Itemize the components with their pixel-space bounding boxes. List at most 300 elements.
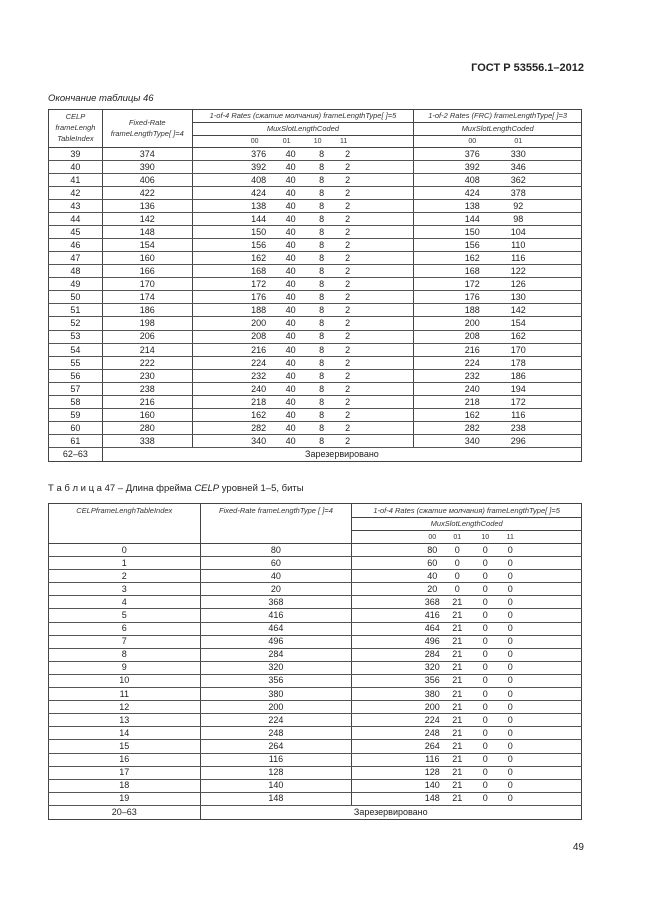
t47-index-cell: 2 [49, 570, 201, 583]
t46-1of2-cell [414, 422, 582, 435]
t46-1of2-value: 150 [464, 226, 480, 237]
t47-1of4-value: 0 [454, 570, 460, 581]
t47-1of4-cell [352, 753, 582, 766]
t46-index-cell: 54 [49, 344, 103, 357]
t46-reserved-text: Зарезервировано [102, 448, 581, 462]
t47-col-fixed-header: Fixed-Rate frameLengthType [ ]=4 [200, 504, 352, 544]
t46-1of2-value: 126 [510, 278, 526, 289]
t47-1of4-value: 21 [452, 701, 463, 712]
t46-1of4-value: 2 [345, 226, 351, 237]
t47-index-cell: 16 [49, 753, 201, 766]
t46-index-cell: 43 [49, 200, 103, 213]
t47-1of4-value: 0 [482, 780, 488, 791]
t47-index-cell: 8 [49, 648, 201, 661]
t46-1of4-value: 40 [285, 161, 296, 172]
t47-1of4-cell [352, 544, 582, 557]
t47-1of4-value: 40 [427, 570, 438, 581]
t46-1of4-sub: MuxSlotLengthCoded [192, 123, 414, 136]
t47-1of4-value: 0 [482, 623, 488, 634]
t47-fixed-cell: 60 [200, 557, 352, 570]
t47-fixed-cell: 320 [200, 661, 352, 674]
t47-fixed-cell: 496 [200, 635, 352, 648]
t47-1of4-value: 0 [482, 610, 488, 621]
t47-1of4-value: 0 [507, 767, 513, 778]
t47-1of4-value: 80 [427, 544, 438, 555]
t46-1of4-value: 40 [285, 422, 296, 433]
t46-1of4-value: 8 [319, 226, 325, 237]
t46-1of4-cell [192, 291, 414, 304]
t46-1of4-cell [192, 383, 414, 396]
t46-index-cell: 46 [49, 239, 103, 252]
t46-1of2-cell [414, 357, 582, 370]
t46-1of4-value: 40 [285, 409, 296, 420]
t46-1of4-value: 40 [285, 187, 296, 198]
t47-1of4-value: 0 [507, 688, 513, 699]
t46-col-1of2-header: 1-of-2 Rates (FRC) frameLengthType[ ]=3 [414, 110, 582, 123]
t46-1of4-value: 200 [251, 317, 267, 328]
t47-col-1of4-header: 1-of-4 Rates (сжатие молчания) frameLengthType[ ]=5 [352, 504, 582, 518]
t46-1of2-cell [414, 174, 582, 187]
t47-1of4-value: 0 [507, 583, 513, 594]
t46-index-cell: 61 [49, 435, 103, 448]
t46-1of4-value: 156 [251, 239, 267, 250]
t46-1of4-value: 8 [319, 344, 325, 355]
table-row [49, 661, 582, 674]
t47-1of4-value: 496 [424, 636, 440, 647]
t47-1of4-cell [352, 661, 582, 674]
t46-1of4-cell [192, 252, 414, 265]
t46-fixed-cell: 166 [102, 265, 192, 278]
t46-1of4-value: 2 [345, 317, 351, 328]
t46-1of4-value: 40 [285, 317, 296, 328]
t46-1of2-value: 238 [510, 422, 526, 433]
t46-1of2-value: 340 [464, 435, 480, 446]
t46-index-cell: 51 [49, 304, 103, 317]
t47-1of4-value: 21 [452, 688, 463, 699]
t46-1of2-value: 172 [464, 278, 480, 289]
t46-1of2-value: 188 [464, 304, 480, 315]
t46-index-cell: 53 [49, 330, 103, 344]
t47-1of4-value: 0 [507, 557, 513, 568]
t47-fixed-cell: 368 [200, 596, 352, 609]
t47-fixed-cell: 20 [200, 583, 352, 596]
t46-fixed-cell: 136 [102, 200, 192, 213]
t46-1of2-value: 362 [510, 174, 526, 185]
t46-1of4-value: 2 [345, 344, 351, 355]
t47-1of4-value: 0 [507, 662, 513, 673]
t47-1of4-cell [352, 688, 582, 701]
t47-1of4-value: 0 [507, 754, 513, 765]
table-47 [48, 503, 582, 820]
t46-1of2-value: 200 [464, 317, 480, 328]
t47-1of4-value: 21 [452, 780, 463, 791]
t46-index-cell: 49 [49, 278, 103, 291]
t46-1of4-cell [192, 187, 414, 200]
t46-1of4-value: 2 [345, 291, 351, 302]
t47-1of4-value: 0 [482, 688, 488, 699]
t47-1of4-cell [352, 596, 582, 609]
t46-1of4-value: 40 [285, 331, 296, 342]
t46-fixed-cell: 160 [102, 409, 192, 422]
t46-1of4-cell [192, 357, 414, 370]
t46-1of4-cell [192, 239, 414, 252]
t47-1of4-value: 116 [425, 754, 440, 765]
t46-1of4-cell [192, 148, 414, 161]
t47-fixed-cell: 416 [200, 609, 352, 622]
t47-index-cell: 5 [49, 609, 201, 622]
t46-1of4-value: 8 [319, 213, 325, 224]
t46-1of4-value: 8 [319, 187, 325, 198]
t46-index-cell: 57 [49, 383, 103, 396]
t47-1of4-value: 284 [424, 649, 440, 660]
t46-1of4-value: 40 [285, 252, 296, 263]
t46-1of4-value: 150 [251, 226, 267, 237]
table47-caption: Т а б л и ц а 47 – Длина фрейма CELP уровней 1–5, биты [48, 483, 304, 494]
t46-1of4-value: 408 [251, 174, 267, 185]
table-row [49, 648, 582, 661]
t46-1of4-cell [192, 174, 414, 187]
t47-1of4-value: 21 [452, 793, 463, 804]
t46-1of4-cell [192, 304, 414, 317]
t47-1of4-value: 0 [454, 544, 460, 555]
t46-1of4-value: 176 [251, 291, 267, 302]
t46-fixed-cell: 406 [102, 174, 192, 187]
reserved-row [49, 448, 582, 462]
t46-1of2-cell [414, 383, 582, 396]
t46-index-cell: 44 [49, 213, 103, 226]
t46-1of2-value: 186 [510, 370, 526, 381]
t47-1of4-codes: 00 01 10 11 [352, 531, 582, 544]
t47-1of4-value: 464 [424, 623, 440, 634]
table-row [49, 344, 582, 357]
t47-index-cell: 14 [49, 727, 201, 740]
t47-reserved-index: 20–63 [49, 805, 201, 819]
t46-1of2-value: 194 [510, 383, 526, 394]
t47-1of4-value: 60 [427, 557, 438, 568]
t46-1of2-codes: 00 01 [414, 136, 582, 148]
t47-index-cell: 9 [49, 661, 201, 674]
t46-index-cell: 55 [49, 357, 103, 370]
table-row [49, 174, 582, 187]
t46-1of4-value: 8 [319, 200, 325, 211]
t46-1of2-value: 144 [464, 213, 480, 224]
t46-1of4-value: 188 [251, 304, 267, 315]
t46-1of4-cell [192, 435, 414, 448]
table-row [49, 213, 582, 226]
t47-fixed-cell: 464 [200, 622, 352, 635]
t47-1of4-value: 264 [424, 740, 440, 751]
t46-index-cell: 59 [49, 409, 103, 422]
t46-1of2-value: 296 [510, 435, 526, 446]
t46-1of4-cell [192, 422, 414, 435]
table-row [49, 753, 582, 766]
t46-fixed-cell: 198 [102, 317, 192, 331]
t46-reserved-index: 62–63 [49, 448, 103, 462]
t46-1of4-value: 2 [345, 239, 351, 250]
t47-1of4-value: 20 [427, 583, 438, 594]
t46-fixed-cell: 206 [102, 330, 192, 344]
t46-1of4-value: 8 [319, 317, 325, 328]
t47-1of4-value: 416 [424, 610, 440, 621]
t47-fixed-cell: 200 [200, 701, 352, 714]
t46-1of4-value: 2 [345, 252, 351, 263]
t46-fixed-cell: 216 [102, 396, 192, 409]
t46-1of4-value: 2 [345, 409, 351, 420]
t46-1of4-value: 8 [319, 161, 325, 172]
t47-index-cell: 6 [49, 622, 201, 635]
t47-1of4-sub: MuxSlotLengthCoded [352, 518, 582, 531]
t46-index-cell: 40 [49, 161, 103, 174]
t47-1of4-value: 21 [452, 623, 463, 634]
t46-1of2-value: 142 [510, 304, 526, 315]
t47-1of4-value: 21 [452, 649, 463, 660]
t46-1of2-value: 282 [464, 422, 480, 433]
table-row [49, 792, 582, 805]
t47-1of4-value: 21 [452, 740, 463, 751]
t46-1of4-value: 40 [285, 291, 296, 302]
t46-1of4-value: 2 [345, 422, 351, 433]
t47-1of4-value: 21 [452, 767, 463, 778]
t46-fixed-cell: 154 [102, 239, 192, 252]
t46-1of2-cell [414, 200, 582, 213]
t47-1of4-value: 380 [424, 688, 440, 699]
t46-1of2-cell [414, 409, 582, 422]
t46-1of4-value: 392 [251, 161, 267, 172]
t46-col-index-header: CELP frameLengh TableIndex [49, 110, 103, 148]
t46-index-cell: 45 [49, 226, 103, 239]
t47-1of4-value: 21 [452, 596, 463, 607]
t46-1of2-value: 208 [464, 331, 480, 342]
t46-1of2-value: 408 [464, 174, 480, 185]
table-row [49, 609, 582, 622]
t47-fixed-cell: 148 [200, 792, 352, 805]
t46-1of4-value: 2 [345, 370, 351, 381]
t46-1of2-cell [414, 265, 582, 278]
t47-1of4-cell [352, 674, 582, 687]
t46-1of4-cell [192, 200, 414, 213]
t46-fixed-cell: 374 [102, 148, 192, 161]
table-46 [48, 109, 582, 462]
t46-1of4-value: 8 [319, 331, 325, 342]
t47-index-cell: 7 [49, 635, 201, 648]
table-row [49, 396, 582, 409]
table-row [49, 688, 582, 701]
t46-index-cell: 47 [49, 252, 103, 265]
t47-1of4-cell [352, 779, 582, 792]
t47-1of4-value: 0 [482, 727, 488, 738]
t47-1of4-cell [352, 583, 582, 596]
t46-1of4-value: 2 [345, 265, 351, 276]
t46-1of2-cell [414, 187, 582, 200]
t47-1of4-value: 0 [507, 570, 513, 581]
t46-1of4-value: 2 [345, 396, 351, 407]
t47-1of4-value: 21 [452, 662, 463, 673]
t46-index-cell: 58 [49, 396, 103, 409]
t46-index-cell: 52 [49, 317, 103, 331]
t47-1of4-cell [352, 648, 582, 661]
t47-index-cell: 3 [49, 583, 201, 596]
t47-1of4-value: 0 [507, 780, 513, 791]
table-row [49, 727, 582, 740]
table-row [49, 370, 582, 383]
t47-1of4-value: 0 [507, 675, 513, 686]
t46-fixed-cell: 148 [102, 226, 192, 239]
t46-1of4-value: 8 [319, 383, 325, 394]
t47-1of4-value: 0 [482, 636, 488, 647]
t47-1of4-value: 21 [452, 714, 463, 725]
t46-1of4-value: 40 [285, 344, 296, 355]
t47-1of4-value: 0 [454, 557, 460, 568]
t46-1of4-value: 8 [319, 239, 325, 250]
t47-fixed-cell: 40 [200, 570, 352, 583]
table-row [49, 557, 582, 570]
t46-1of2-value: 104 [510, 226, 526, 237]
t46-1of2-value: 138 [464, 200, 480, 211]
t46-1of2-value: 162 [464, 252, 480, 263]
t46-1of2-value: 98 [513, 213, 524, 224]
t46-fixed-cell: 390 [102, 161, 192, 174]
t47-1of4-value: 21 [452, 675, 463, 686]
t46-1of2-cell [414, 370, 582, 383]
t46-fixed-cell: 142 [102, 213, 192, 226]
t47-fixed-cell: 356 [200, 674, 352, 687]
t46-1of2-sub: MuxSlotLengthCoded [414, 123, 582, 136]
t46-fixed-cell: 238 [102, 383, 192, 396]
t46-1of4-value: 40 [285, 278, 296, 289]
t47-1of4-value: 0 [507, 636, 513, 647]
t46-1of4-codes: 00 01 10 11 [192, 136, 414, 148]
t46-1of2-value: 224 [464, 357, 480, 368]
t46-fixed-cell: 230 [102, 370, 192, 383]
t46-1of4-value: 40 [285, 383, 296, 394]
t47-1of4-value: 21 [452, 610, 463, 621]
t47-1of4-cell [352, 727, 582, 740]
t46-1of2-value: 216 [464, 344, 480, 355]
t46-1of4-value: 424 [251, 187, 267, 198]
t46-1of4-value: 2 [345, 383, 351, 394]
t46-1of2-value: 154 [510, 317, 526, 328]
t46-1of4-cell [192, 409, 414, 422]
t47-1of4-value: 0 [482, 649, 488, 660]
t46-1of2-value: 176 [464, 291, 480, 302]
t46-1of2-value: 392 [464, 161, 480, 172]
t47-1of4-value: 0 [454, 583, 460, 594]
t46-1of4-cell [192, 161, 414, 174]
table-row [49, 304, 582, 317]
t46-1of2-value: 172 [510, 396, 526, 407]
t46-1of4-value: 8 [319, 409, 325, 420]
t46-fixed-cell: 214 [102, 344, 192, 357]
t46-1of4-cell [192, 317, 414, 331]
t47-index-cell: 13 [49, 714, 201, 727]
t46-fixed-cell: 186 [102, 304, 192, 317]
t46-1of4-value: 208 [251, 331, 267, 342]
t46-col-fixed-header: Fixed-Rate frameLengthType[ ]=4 [102, 110, 192, 148]
t46-1of4-value: 144 [251, 213, 267, 224]
t47-1of4-value: 0 [507, 714, 513, 725]
t46-1of4-cell [192, 213, 414, 226]
t47-1of4-value: 0 [507, 596, 513, 607]
t46-1of4-cell [192, 330, 414, 344]
t46-1of4-value: 8 [319, 278, 325, 289]
t47-1of4-value: 0 [482, 701, 488, 712]
t46-1of2-value: 240 [464, 383, 480, 394]
t46-1of4-value: 40 [285, 200, 296, 211]
t46-1of2-value: 376 [464, 148, 480, 159]
t46-1of4-value: 340 [251, 435, 267, 446]
t47-index-cell: 1 [49, 557, 201, 570]
t46-1of4-value: 168 [251, 265, 267, 276]
t47-1of4-value: 0 [507, 610, 513, 621]
t46-1of4-value: 40 [285, 396, 296, 407]
table-row [49, 422, 582, 435]
t47-index-cell: 11 [49, 688, 201, 701]
table-row [49, 239, 582, 252]
t46-1of4-value: 40 [285, 265, 296, 276]
t47-1of4-value: 21 [452, 727, 463, 738]
t47-1of4-value: 140 [424, 780, 440, 791]
table-row [49, 435, 582, 448]
t47-1of4-value: 0 [482, 714, 488, 725]
t47-fixed-cell: 284 [200, 648, 352, 661]
table-row [49, 409, 582, 422]
t47-1of4-cell [352, 570, 582, 583]
t46-1of2-cell [414, 278, 582, 291]
t46-1of4-value: 8 [319, 148, 325, 159]
t46-1of4-value: 162 [251, 409, 267, 420]
t47-1of4-value: 0 [507, 649, 513, 660]
table-row [49, 570, 582, 583]
t46-1of4-value: 8 [319, 422, 325, 433]
t46-1of2-value: 178 [510, 357, 526, 368]
t46-fixed-cell: 222 [102, 357, 192, 370]
t46-1of2-value: 130 [510, 291, 526, 302]
t46-1of2-value: 116 [511, 409, 526, 420]
table-row [49, 544, 582, 557]
t47-fixed-cell: 264 [200, 740, 352, 753]
t46-1of4-value: 40 [285, 226, 296, 237]
table-row [49, 740, 582, 753]
t47-index-cell: 18 [49, 779, 201, 792]
t47-1of4-value: 320 [424, 662, 440, 673]
t47-1of4-value: 356 [424, 675, 440, 686]
t46-1of2-value: 162 [464, 409, 480, 420]
t46-1of2-cell [414, 396, 582, 409]
t46-1of4-value: 224 [251, 357, 267, 368]
t46-1of4-value: 2 [345, 357, 351, 368]
t47-1of4-cell [352, 792, 582, 805]
t47-index-cell: 19 [49, 792, 201, 805]
table-row [49, 701, 582, 714]
t47-1of4-value: 0 [482, 675, 488, 686]
t46-1of2-value: 232 [464, 370, 480, 381]
t47-1of4-value: 128 [424, 767, 440, 778]
t46-1of2-cell [414, 304, 582, 317]
t46-1of4-value: 138 [251, 200, 267, 211]
t47-1of4-value: 0 [507, 740, 513, 751]
t46-1of2-value: 92 [513, 200, 524, 211]
t46-1of4-value: 40 [285, 357, 296, 368]
t46-1of4-value: 2 [345, 331, 351, 342]
t47-1of4-value: 0 [507, 623, 513, 634]
t46-1of4-value: 2 [345, 174, 351, 185]
t46-1of2-cell [414, 213, 582, 226]
t46-1of2-cell [414, 148, 582, 161]
t46-fixed-cell: 338 [102, 435, 192, 448]
t47-index-cell: 12 [49, 701, 201, 714]
t46-1of4-value: 232 [251, 370, 267, 381]
t46-col-1of4-header: 1-of-4 Rates (сжатие молчания) frameLengthType[ ]=5 [192, 110, 414, 123]
